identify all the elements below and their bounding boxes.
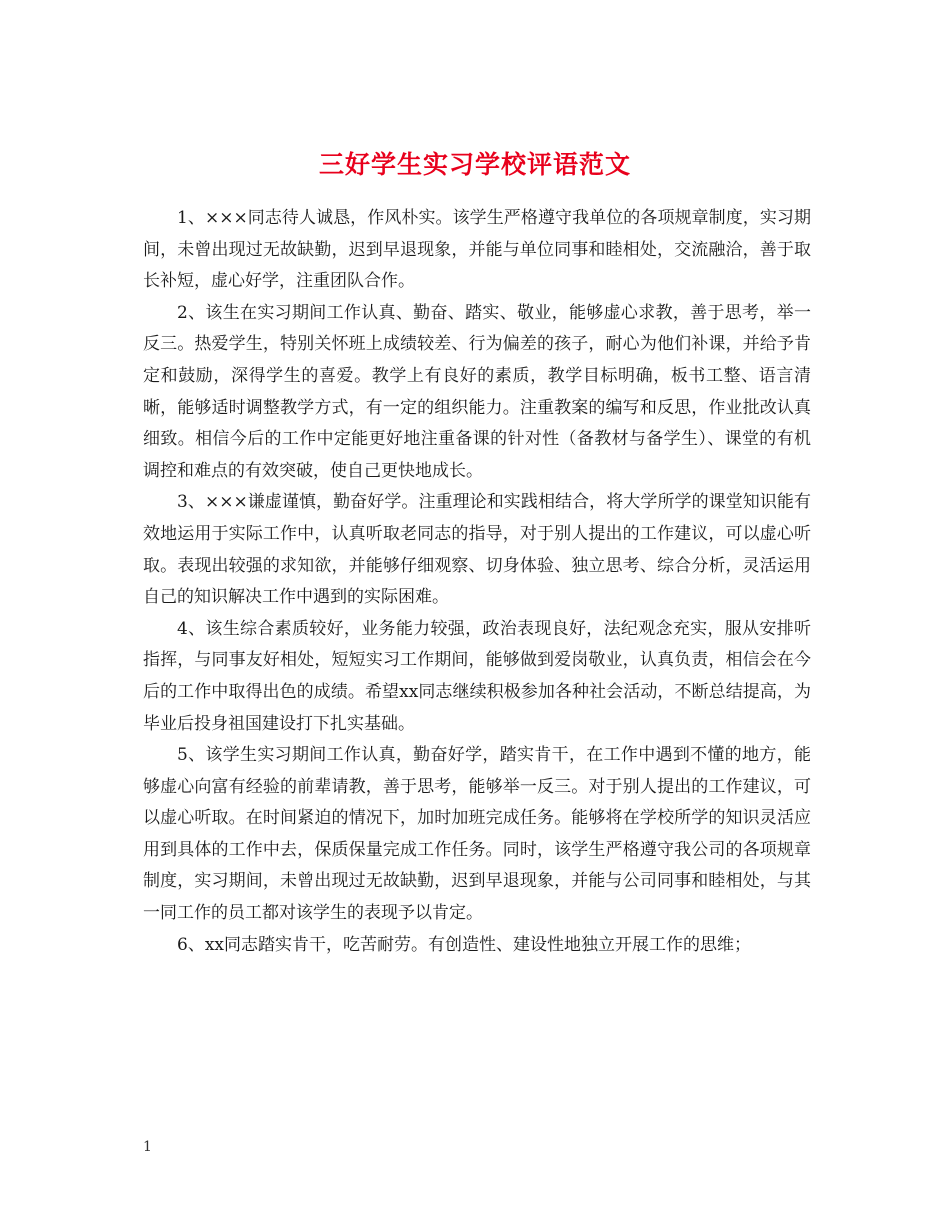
- paragraph-1: 1、×××同志待人诚恳，作风朴实。该学生严格遵守我单位的各项规章制度，实习期间，未曾出现过无故缺勤，迟到早退现象，并能与单位同事和睦相处，交流融洽，善于取长补短，虚心好学，注重团队合作。: [143, 208, 811, 292]
- paragraph-2: 2、该生在实习期间工作认真、勤奋、踏实、敬业，能够虚心求教，善于思考，举一反三。热爱学生，特别关怀班上成绩较差、行为偏差的孩子，耐心为他们补课，并给予肯定和鼓励，深得学生的喜爱。教学上有良好的素质，教学目标明确，板书工整、语言清晰，能够适时调整教学方式，有一定的组织能力。注重教案的编写和反思，作业批改认真细致。相信今后的工作中定能更好地注重备课的针对性（备教材与备学生）、课堂的有机调控和难点的有效突破，使自己更快地成长。: [143, 302, 811, 481]
- page-title: 三好学生实习学校评语范文: [318, 149, 631, 179]
- document-body: [143, 203, 811, 961]
- paragraph-4: 4、该生综合素质较好，业务能力较强，政治表现良好，法纪观念充实，服从安排听指挥，与同事友好相处，短短实习工作期间，能够做到爱岗敬业，认真负责，相信会在今后的工作中取得出色的成绩。希望xx同志继续积极参加各种社会活动，不断总结提高，为毕业后投身祖国建设打下扎实基础。: [143, 618, 811, 734]
- paragraph-3: 3、×××谦虚谨慎，勤奋好学。注重理论和实践相结合，将大学所学的课堂知识能有效地运用于实际工作中，认真听取老同志的指导，对于别人提出的工作建议，可以虚心听取。表现出较强的求知欲，并能够仔细观察、切身体验、独立思考、综合分析，灵活运用自己的知识解决工作中遇到的实际困难。: [143, 492, 811, 608]
- paragraph-5: 5、该学生实习期间工作认真，勤奋好学，踏实肯干，在工作中遇到不懂的地方，能够虚心向富有经验的前辈请教，善于思考，能够举一反三。对于别人提出的工作建议，可以虚心听取。在时间紧迫的情况下，加时加班完成任务。能够将在学校所学的知识灵活应用到具体的工作中去，保质保量完成工作任务。同时，该学生严格遵守我公司的各项规章制度，实习期间，未曾出现过无故缺勤，迟到早退现象，并能与公司同事和睦相处，与其一同工作的员工都对该学生的表现予以肯定。: [143, 745, 811, 924]
- paragraph-6: 6、xx同志踏实肯干，吃苦耐劳。有创造性、建设性地独立开展工作的思维；: [177, 934, 751, 955]
- page-number: 1: [143, 1139, 152, 1155]
